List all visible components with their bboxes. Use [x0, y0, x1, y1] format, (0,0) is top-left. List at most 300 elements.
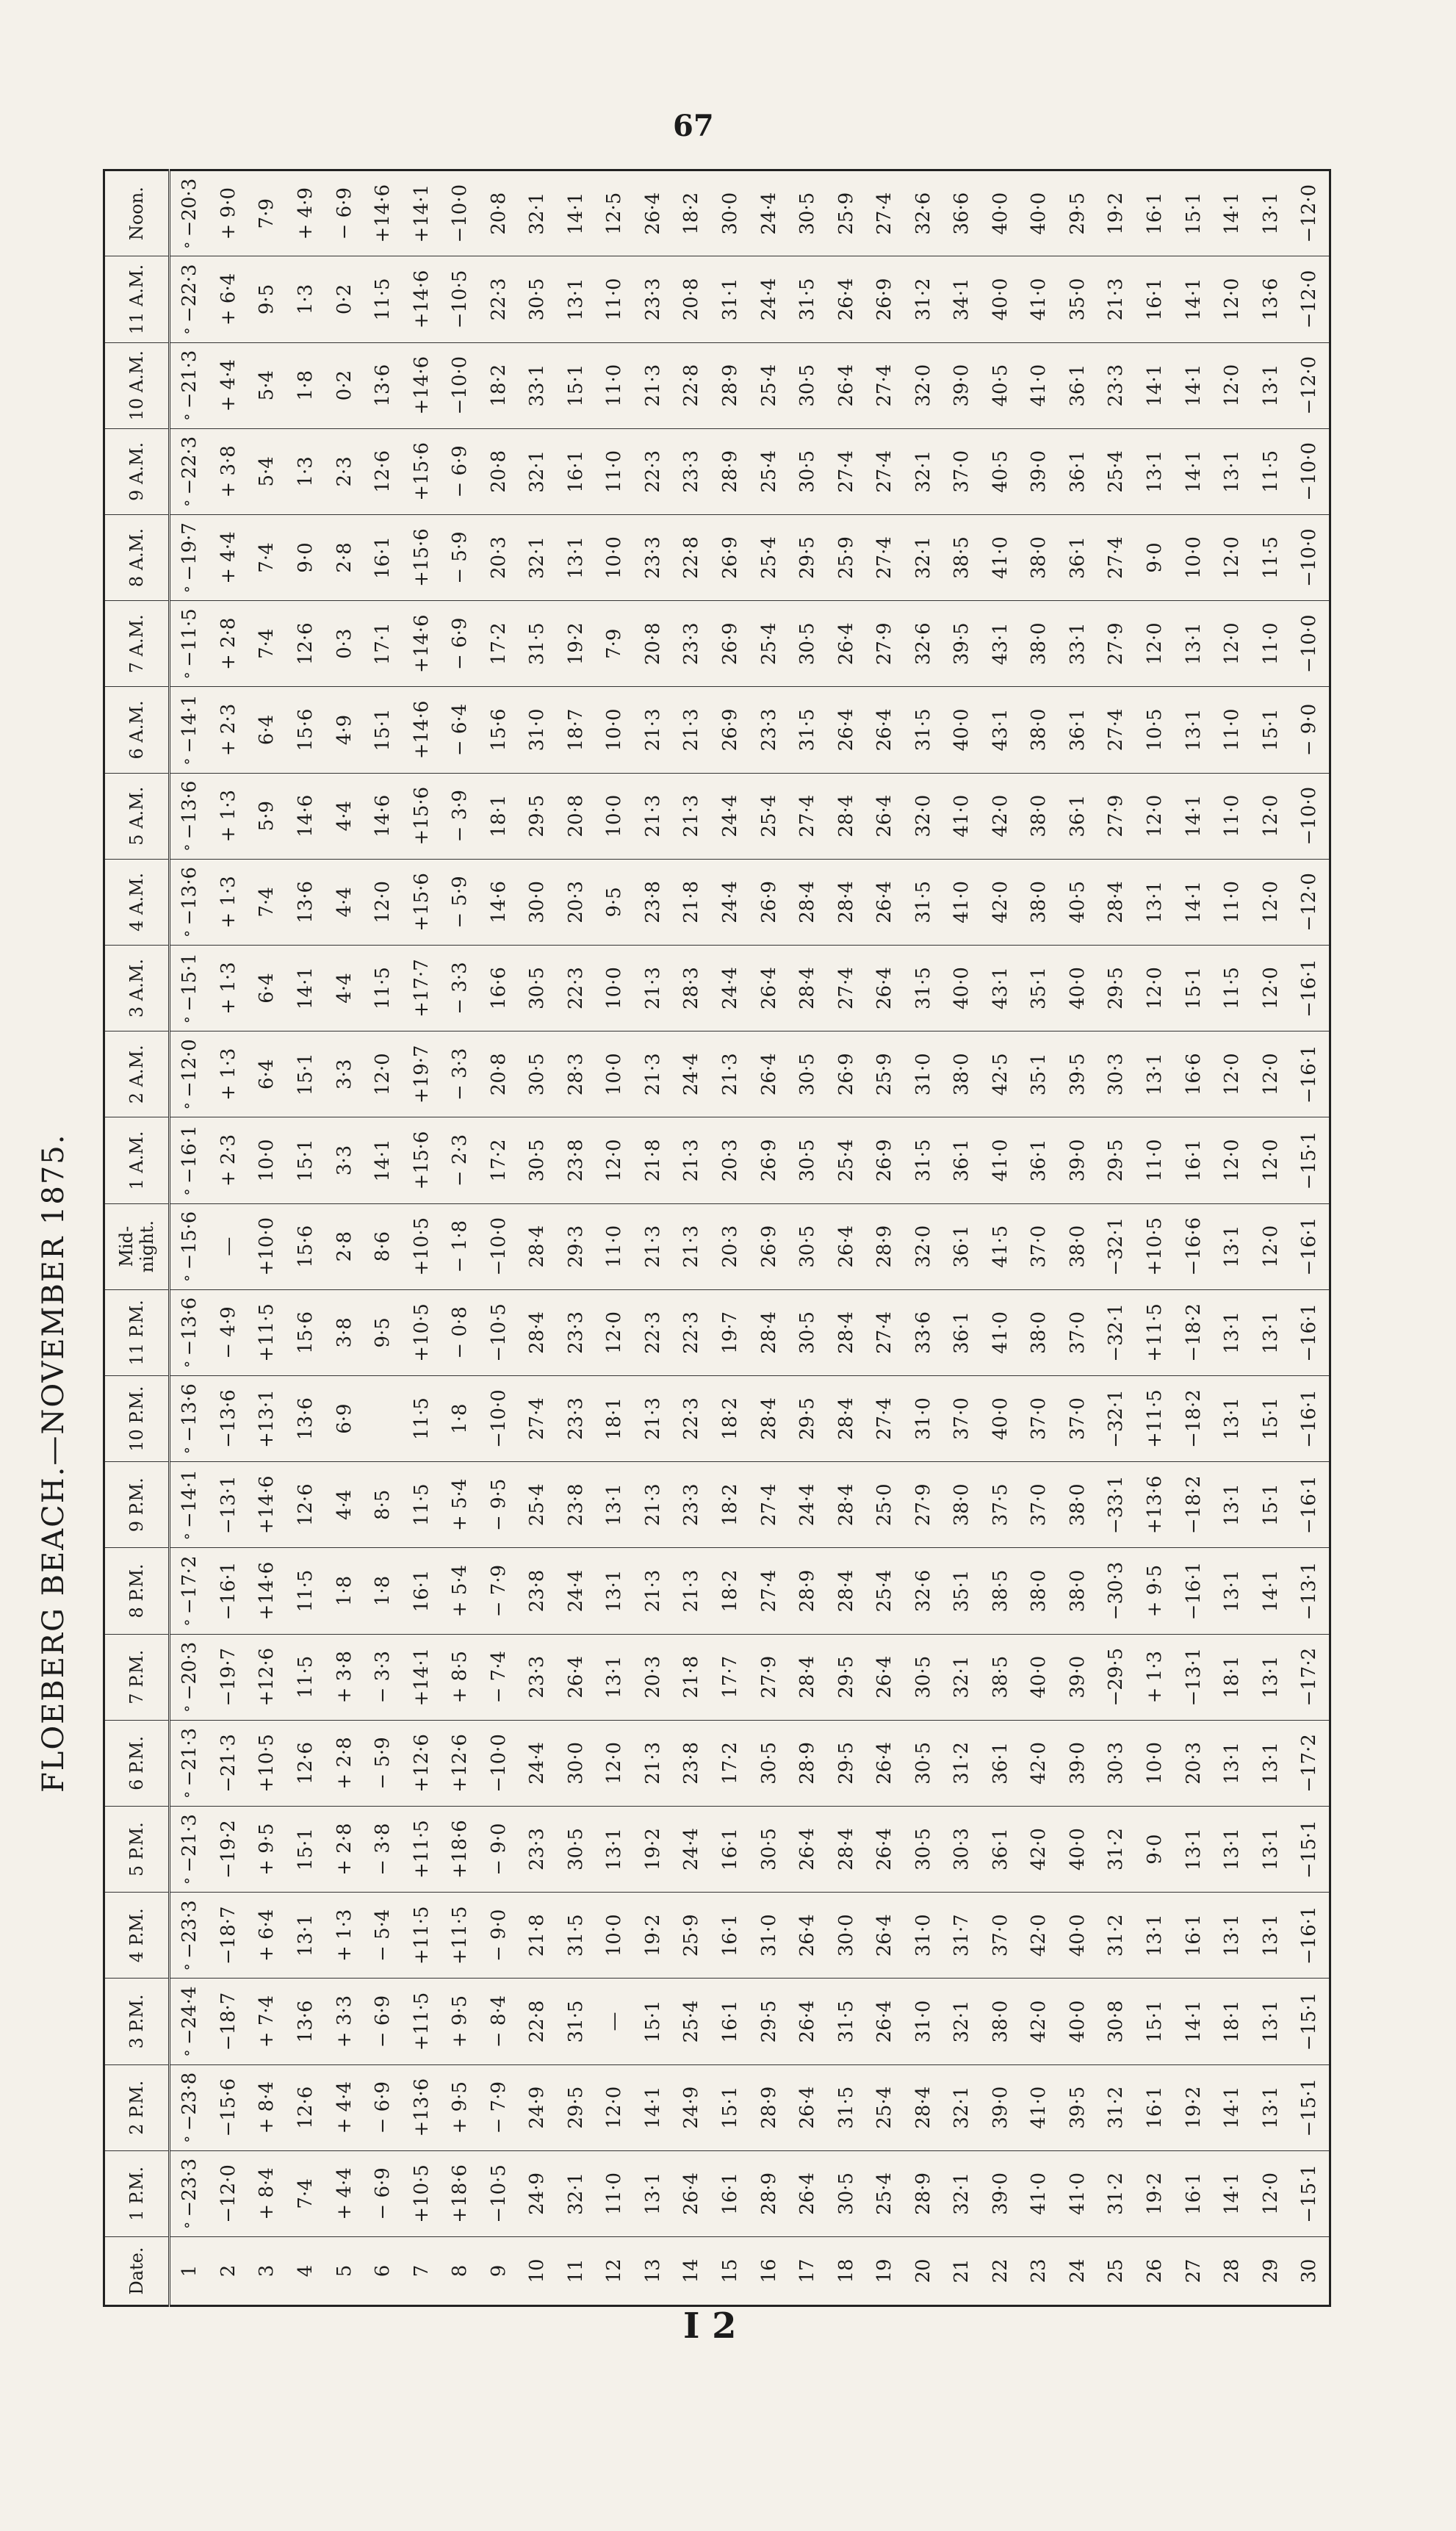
temperature-cell: 18·1: [595, 1375, 634, 1461]
temperature-cell: 39·0: [943, 342, 981, 428]
temperature-cell: 1·3: [286, 428, 325, 514]
temperature-cell: 28·4: [826, 859, 865, 945]
temperature-cell: 28·4: [904, 2064, 943, 2150]
temperature-cell: + 9·0: [209, 170, 248, 256]
temperature-cell: 0·2: [325, 342, 364, 428]
temperature-cell: 25·4: [865, 2150, 904, 2236]
temperature-cell: 22·8: [672, 514, 711, 600]
temperature-cell: 38·0: [981, 1979, 1020, 2064]
temperature-cell: 40·0: [981, 170, 1020, 256]
temperature-cell: − 6·9: [364, 2064, 403, 2150]
temperature-cell: 42·0: [1020, 1806, 1059, 1892]
temperature-cell: + 5·4: [441, 1548, 480, 1634]
temperature-cell: −15·1: [1290, 2064, 1330, 2150]
temperature-cell: 34·1: [943, 256, 981, 342]
temperature-cell: 41·0: [943, 773, 981, 859]
temperature-cell: 13·1: [1251, 2064, 1290, 2150]
temperature-cell: 30·3: [1097, 1032, 1136, 1117]
hour-header: Noon.: [104, 170, 170, 256]
temperature-cell: 18·1: [479, 773, 518, 859]
temperature-cell: +13·1: [248, 1375, 286, 1461]
temperature-cell: 11·0: [595, 1203, 634, 1289]
temperature-cell: 10·0: [595, 514, 634, 600]
temperature-cell: 13·1: [1174, 601, 1213, 687]
temperature-cell: 20·8: [479, 428, 518, 514]
degree-mark: °: [181, 753, 200, 766]
degree-mark: °: [181, 2045, 200, 2057]
date-cell: 16: [749, 2237, 788, 2306]
temperature-cell: 14·6: [364, 773, 403, 859]
temperature-cell: 12·6: [286, 1462, 325, 1548]
temperature-cell: 39·0: [981, 2064, 1020, 2150]
temperature-cell: 14·1: [634, 2064, 673, 2150]
table-row: [1136, 170, 1175, 2306]
temperature-cell: − 6·4: [441, 687, 480, 773]
temperature-cell: −30·3: [1097, 1548, 1136, 1634]
temperature-cell: 11·0: [595, 342, 634, 428]
temperature-cell: 40·0: [1059, 945, 1098, 1031]
temperature-cell: 27·4: [1097, 514, 1136, 600]
temperature-cell: 40·0: [943, 945, 981, 1031]
temperature-cell: 22·3: [557, 945, 596, 1031]
temperature-cell: + 8·4: [248, 2150, 286, 2236]
temperature-cell: 13·1: [286, 1893, 325, 1979]
temperature-cell: +14·6: [402, 601, 441, 687]
temperature-cell: 27·4: [865, 428, 904, 514]
temperature-cell: 11·0: [595, 428, 634, 514]
temperature-cell: −16·1: [1290, 1462, 1330, 1548]
temperature-cell: 23·3: [672, 428, 711, 514]
temperature-cell: + 2·8: [325, 1806, 364, 1892]
temperature-cell: 28·4: [826, 1462, 865, 1548]
temperature-cell: 33·1: [1059, 601, 1098, 687]
temperature-cell: 16·1: [711, 1979, 750, 2064]
temperature-cell: −17·2: [1290, 1634, 1330, 1720]
temperature-cell: 31·5: [904, 945, 943, 1031]
temperature-cell: − 2·3: [441, 1117, 480, 1203]
temperature-cell: 29·5: [518, 773, 557, 859]
temperature-cell: + 4·4: [325, 2150, 364, 2236]
temperature-cell: 27·4: [865, 514, 904, 600]
temperature-cell: 6·4: [248, 687, 286, 773]
temperature-cell: 15·1: [286, 1117, 325, 1203]
temperature-cell: −32·1: [1097, 1203, 1136, 1289]
temperature-cell: 28·4: [788, 859, 827, 945]
temperature-cell: − 3·8: [364, 1806, 403, 1892]
temperature-cell: 35·0: [1059, 256, 1098, 342]
temperature-cell: 25·4: [1097, 428, 1136, 514]
temperature-cell: 41·0: [981, 1117, 1020, 1203]
temperature-cell: 14·6: [479, 859, 518, 945]
temperature-cell: 15·1: [1251, 1462, 1290, 1548]
temperature-cell: 12·0: [1136, 773, 1175, 859]
page-title: FLOEBERG BEACH.—NOVEMBER 1875.: [37, 1133, 71, 1793]
temperature-cell: 30·0: [518, 859, 557, 945]
temperature-cell: −18·2: [1174, 1375, 1213, 1461]
temperature-cell: −12·0: [1290, 859, 1330, 945]
temperature-cell: 40·0: [1020, 1634, 1059, 1720]
temperature-cell: 36·1: [1059, 428, 1098, 514]
temperature-cell: 15·1: [364, 687, 403, 773]
temperature-cell: 21·3: [634, 773, 673, 859]
temperature-cell: 20·3: [557, 859, 596, 945]
temperature-cell: 21·3: [672, 1203, 711, 1289]
date-cell: 7: [402, 2237, 441, 2306]
temperature-cell: 38·0: [943, 1032, 981, 1117]
temperature-cell: 23·3: [518, 1634, 557, 1720]
temperature-cell: 17·2: [711, 1720, 750, 1806]
degree-mark: °: [181, 1527, 200, 1541]
temperature-cell: 21·3: [634, 1032, 673, 1117]
table-row: [943, 170, 981, 2306]
temperature-cell: 16·1: [711, 2150, 750, 2236]
temperature-cell: 31·5: [557, 1893, 596, 1979]
temperature-cell: 24·4: [557, 1548, 596, 1634]
table-row: [209, 170, 248, 2306]
degree-mark: °: [181, 323, 200, 335]
temperature-cell: 14·1: [1174, 256, 1213, 342]
temperature-cell: +10·5: [248, 1720, 286, 1806]
temperature-cell: −33·1: [1097, 1462, 1136, 1548]
temperature-cell: 37·0: [1020, 1203, 1059, 1289]
temperature-cell: 21·8: [518, 1893, 557, 1979]
temperature-cell: 13·1: [1213, 1203, 1252, 1289]
temperature-cell: 7·9: [595, 601, 634, 687]
temperature-cell: 0·2: [325, 256, 364, 342]
temperature-cell: −21·3: [209, 1720, 248, 1806]
temperature-cell: 42·0: [1020, 1893, 1059, 1979]
temperature-cell: 16·1: [1174, 1893, 1213, 1979]
temperature-cell: 27·9: [1097, 601, 1136, 687]
temperature-cell: + 2·3: [209, 1117, 248, 1203]
temperature-cell: − 6·9: [441, 428, 480, 514]
temperature-cell: 13·1: [595, 1634, 634, 1720]
temperature-cell: 29·3: [557, 1203, 596, 1289]
temperature-cell: 21·3: [672, 1117, 711, 1203]
temperature-cell: 25·4: [865, 2064, 904, 2150]
temperature-cell: 15·1: [634, 1979, 673, 2064]
temperature-cell: 11·0: [595, 2150, 634, 2236]
temperature-cell: 38·0: [943, 1462, 981, 1548]
temperature-cell: −10·0: [441, 170, 480, 256]
temperature-cell: 39·0: [981, 2150, 1020, 2236]
temperature-cell: +19·7: [402, 1032, 441, 1117]
temperature-cell: 12·0: [595, 1117, 634, 1203]
temperature-cell: 26·4: [788, 2064, 827, 2150]
temperature-cell: 11·5: [402, 1375, 441, 1461]
temperature-cell: 40·0: [1059, 1893, 1098, 1979]
temperature-cell: 21·3: [634, 1548, 673, 1634]
temperature-cell: 12·0: [1136, 945, 1175, 1031]
hour-header: 6 A.M.: [104, 687, 170, 773]
temperature-cell: 12·0: [595, 1289, 634, 1375]
degree-mark: °: [181, 2217, 200, 2229]
temperature-cell: 9·5: [595, 859, 634, 945]
date-cell: 29: [1251, 2237, 1290, 2306]
temperature-cell: 40·0: [1059, 1806, 1098, 1892]
temperature-cell: − 3·9: [441, 773, 480, 859]
temperature-cell: 30·5: [904, 1720, 943, 1806]
temperature-cell: 4·9: [325, 687, 364, 773]
temperature-cell: 26·4: [865, 773, 904, 859]
temperature-cell: 18·1: [1213, 1979, 1252, 2064]
temperature-cell: 13·1: [1251, 1806, 1290, 1892]
temperature-cell: 15·1: [1174, 945, 1213, 1031]
temperature-cell: 40·0: [981, 1375, 1020, 1461]
temperature-cell: 14·1: [1174, 859, 1213, 945]
temperature-cell: 5·4: [248, 428, 286, 514]
temperature-cell: − 7·9: [479, 2064, 518, 2150]
temperature-cell: 26·4: [865, 687, 904, 773]
temperature-cell: 26·4: [826, 1203, 865, 1289]
temperature-cell: 37·0: [1020, 1462, 1059, 1548]
temperature-cell: 11·0: [1136, 1117, 1175, 1203]
temperature-cell: −16·1: [1290, 1032, 1330, 1117]
hour-header: 1 P.M.: [104, 2150, 170, 2236]
temperature-cell: 15·1: [1251, 1375, 1290, 1461]
temperature-cell: 26·4: [788, 1893, 827, 1979]
temperature-cell: 5·9: [248, 773, 286, 859]
temperature-cell: 13·1: [1136, 859, 1175, 945]
degree-mark: °: [181, 925, 200, 937]
header-row: [104, 170, 170, 2306]
temperature-cell: 20·8: [479, 170, 518, 256]
temperature-cell: 15·6: [286, 687, 325, 773]
temperature-cell: 18·7: [557, 687, 596, 773]
degree-mark: °: [181, 1958, 200, 1971]
temperature-cell: +14·6: [248, 1462, 286, 1548]
temperature-cell: − 4·9: [209, 1289, 248, 1375]
degree-mark: °: [181, 237, 200, 249]
page-signature: I 2: [683, 2305, 737, 2347]
temperature-cell: − 9·0: [1290, 687, 1330, 773]
temperature-cell: ° −13·6: [170, 1375, 209, 1461]
temperature-cell: 24·9: [518, 2150, 557, 2236]
temperature-cell: −13·6: [209, 1375, 248, 1461]
temperature-cell: 27·4: [865, 170, 904, 256]
temperature-cell: 16·6: [479, 945, 518, 1031]
date-header: Date.: [104, 2237, 170, 2306]
temperature-cell: —: [595, 1979, 634, 2064]
temperature-cell: 28·9: [865, 1203, 904, 1289]
temperature-cell: 10·5: [1136, 687, 1175, 773]
temperature-cell: + 4·4: [325, 2064, 364, 2150]
table-row: [1059, 170, 1098, 2306]
temperature-cell: 32·0: [904, 342, 943, 428]
temperature-cell: + 1·3: [209, 945, 248, 1031]
date-cell: 3: [248, 2237, 286, 2306]
date-cell: 8: [441, 2237, 480, 2306]
temperature-cell: 31·5: [826, 1979, 865, 2064]
temperature-cell: 32·1: [518, 514, 557, 600]
temperature-cell: +10·5: [402, 2150, 441, 2236]
temperature-cell: 14·1: [1213, 2150, 1252, 2236]
temperature-cell: 14·1: [1213, 2064, 1252, 2150]
temperature-cell: 37·0: [1020, 1375, 1059, 1461]
degree-mark: °: [181, 1872, 200, 1885]
temperature-cell: 24·4: [672, 1806, 711, 1892]
temperature-cell: 26·4: [788, 1806, 827, 1892]
temperature-cell: 40·0: [943, 687, 981, 773]
temperature-cell: +13·6: [1136, 1462, 1175, 1548]
temperature-cell: 13·1: [595, 1806, 634, 1892]
temperature-cell: 20·3: [711, 1203, 750, 1289]
temperature-cell: −18·2: [1174, 1462, 1213, 1548]
temperature-cell: 41·0: [1020, 256, 1059, 342]
temperature-cell: 3·3: [325, 1117, 364, 1203]
table-row: [479, 170, 518, 2306]
temperature-cell: 32·1: [904, 428, 943, 514]
temperature-cell: 25·9: [826, 170, 865, 256]
temperature-cell: 6·4: [248, 1032, 286, 1117]
temperature-cell: 28·4: [826, 1548, 865, 1634]
hour-header: 5 P.M.: [104, 1806, 170, 1892]
temperature-cell: 30·5: [518, 256, 557, 342]
temperature-cell: 31·2: [943, 1720, 981, 1806]
temperature-cell: 12·0: [1213, 1032, 1252, 1117]
temperature-cell: 11·5: [1213, 945, 1252, 1031]
temperature-cell: 21·3: [711, 1032, 750, 1117]
degree-mark: °: [181, 2131, 200, 2143]
temperature-cell: 16·1: [364, 514, 403, 600]
degree-mark: °: [181, 1011, 200, 1024]
temperature-cell: 42·0: [1020, 1979, 1059, 2064]
temperature-cell: − 9·0: [479, 1806, 518, 1892]
table-row: [1290, 170, 1330, 2306]
temperature-cell: 13·6: [286, 1375, 325, 1461]
hour-header: 10 A.M.: [104, 342, 170, 428]
temperature-cell: 9·5: [364, 1289, 403, 1375]
temperature-cell: −15·6: [209, 2064, 248, 2150]
temperature-cell: 35·1: [1020, 945, 1059, 1031]
temperature-cell: 43·1: [981, 601, 1020, 687]
hour-header: 8 P.M.: [104, 1548, 170, 1634]
temperature-cell: 15·6: [479, 687, 518, 773]
temperature-cell: 38·0: [1020, 601, 1059, 687]
temperature-cell: −10·5: [441, 256, 480, 342]
temperature-cell: 26·4: [557, 1634, 596, 1720]
temperature-cell: 30·5: [518, 945, 557, 1031]
hour-header: 7 A.M.: [104, 601, 170, 687]
temperature-cell: 21·3: [634, 1375, 673, 1461]
table-row: [826, 170, 865, 2306]
table-row: [1174, 170, 1213, 2306]
temperature-cell: − 5·4: [364, 1893, 403, 1979]
temperature-cell: 20·8: [672, 256, 711, 342]
temperature-cell: 33·6: [904, 1289, 943, 1375]
degree-mark: °: [181, 1270, 200, 1282]
temperature-cell: + 9·5: [248, 1806, 286, 1892]
temperature-cell: 5·4: [248, 342, 286, 428]
temperature-cell: 35·1: [1020, 1032, 1059, 1117]
temperature-cell: 26·4: [749, 945, 788, 1031]
temperature-cell: 24·4: [749, 256, 788, 342]
date-cell: 15: [711, 2237, 750, 2306]
temperature-cell: +10·5: [402, 1203, 441, 1289]
table-row: [518, 170, 557, 2306]
temperature-cell: 41·0: [943, 859, 981, 945]
temperature-cell: 4·4: [325, 859, 364, 945]
temperature-cell: 24·4: [672, 1032, 711, 1117]
temperature-cell: 26·4: [826, 601, 865, 687]
temperature-cell: 31·0: [749, 1893, 788, 1979]
date-cell: 20: [904, 2237, 943, 2306]
temperature-cell: 10·0: [595, 773, 634, 859]
temperature-cell: 38·0: [1020, 859, 1059, 945]
temperature-cell: 37·0: [1059, 1375, 1098, 1461]
temperature-cell: 19·7: [711, 1289, 750, 1375]
table-row: [325, 170, 364, 2306]
temperature-cell: 15·1: [557, 342, 596, 428]
temperature-cell: 30·5: [788, 170, 827, 256]
table-row: [788, 170, 827, 2306]
temperature-cell: 13·1: [595, 1462, 634, 1548]
temperature-cell: 16·1: [557, 428, 596, 514]
temperature-cell: 10·0: [1136, 1720, 1175, 1806]
table-row: [402, 170, 441, 2306]
temperature-cell: 29·5: [1059, 170, 1098, 256]
temperature-cell: +14·6: [402, 256, 441, 342]
temperature-cell: −29·5: [1097, 1634, 1136, 1720]
date-cell: 13: [634, 2237, 673, 2306]
temperature-cell: 27·4: [826, 945, 865, 1031]
temperature-cell: −10·0: [1290, 601, 1330, 687]
temperature-cell: −16·1: [1290, 1203, 1330, 1289]
temperature-cell: 1·8: [364, 1548, 403, 1634]
temperature-cell: + 6·4: [248, 1893, 286, 1979]
temperature-cell: 31·5: [788, 256, 827, 342]
temperature-cell: −13·1: [1290, 1548, 1330, 1634]
date-cell: 10: [518, 2237, 557, 2306]
temperature-cell: 7·4: [248, 601, 286, 687]
temperature-cell: 31·2: [1097, 1893, 1136, 1979]
temperature-cell: 31·1: [711, 256, 750, 342]
temperature-cell: 13·1: [634, 2150, 673, 2236]
temperature-cell: 12·0: [595, 1720, 634, 1806]
temperature-cell: 10·0: [595, 945, 634, 1031]
temperature-cell: 26·4: [788, 1979, 827, 2064]
temperature-cell: 28·4: [826, 773, 865, 859]
temperature-cell: 30·0: [711, 170, 750, 256]
date-cell: 18: [826, 2237, 865, 2306]
temperature-cell: 18·2: [479, 342, 518, 428]
temperature-cell: 12·0: [1251, 1032, 1290, 1117]
temperature-cell: 21·3: [634, 1462, 673, 1548]
temperature-cell: 15·1: [286, 1032, 325, 1117]
temperature-cell: 13·1: [1136, 1893, 1175, 1979]
temperature-cell: 32·1: [904, 514, 943, 600]
temperature-cell: 41·0: [1059, 2150, 1098, 2236]
temperature-cell: 24·4: [788, 1462, 827, 1548]
temperature-table-wrapper: [103, 169, 1331, 2307]
degree-mark: °: [181, 1786, 200, 1799]
temperature-cell: 12·0: [364, 1032, 403, 1117]
temperature-cell: [364, 1375, 403, 1461]
temperature-cell: +10·5: [402, 1289, 441, 1375]
temperature-cell: 16·1: [402, 1548, 441, 1634]
temperature-cell: ° −23·3: [170, 2150, 209, 2236]
temperature-cell: 15·1: [286, 1806, 325, 1892]
temperature-cell: 18·1: [1213, 1634, 1252, 1720]
temperature-cell: 27·9: [904, 1462, 943, 1548]
temperature-cell: + 3·3: [325, 1979, 364, 2064]
temperature-cell: 27·4: [865, 1289, 904, 1375]
date-cell: 30: [1290, 2237, 1330, 2306]
temperature-cell: 14·1: [1174, 773, 1213, 859]
temperature-cell: 36·6: [943, 170, 981, 256]
temperature-cell: 11·5: [364, 945, 403, 1031]
temperature-cell: 20·3: [1174, 1720, 1213, 1806]
